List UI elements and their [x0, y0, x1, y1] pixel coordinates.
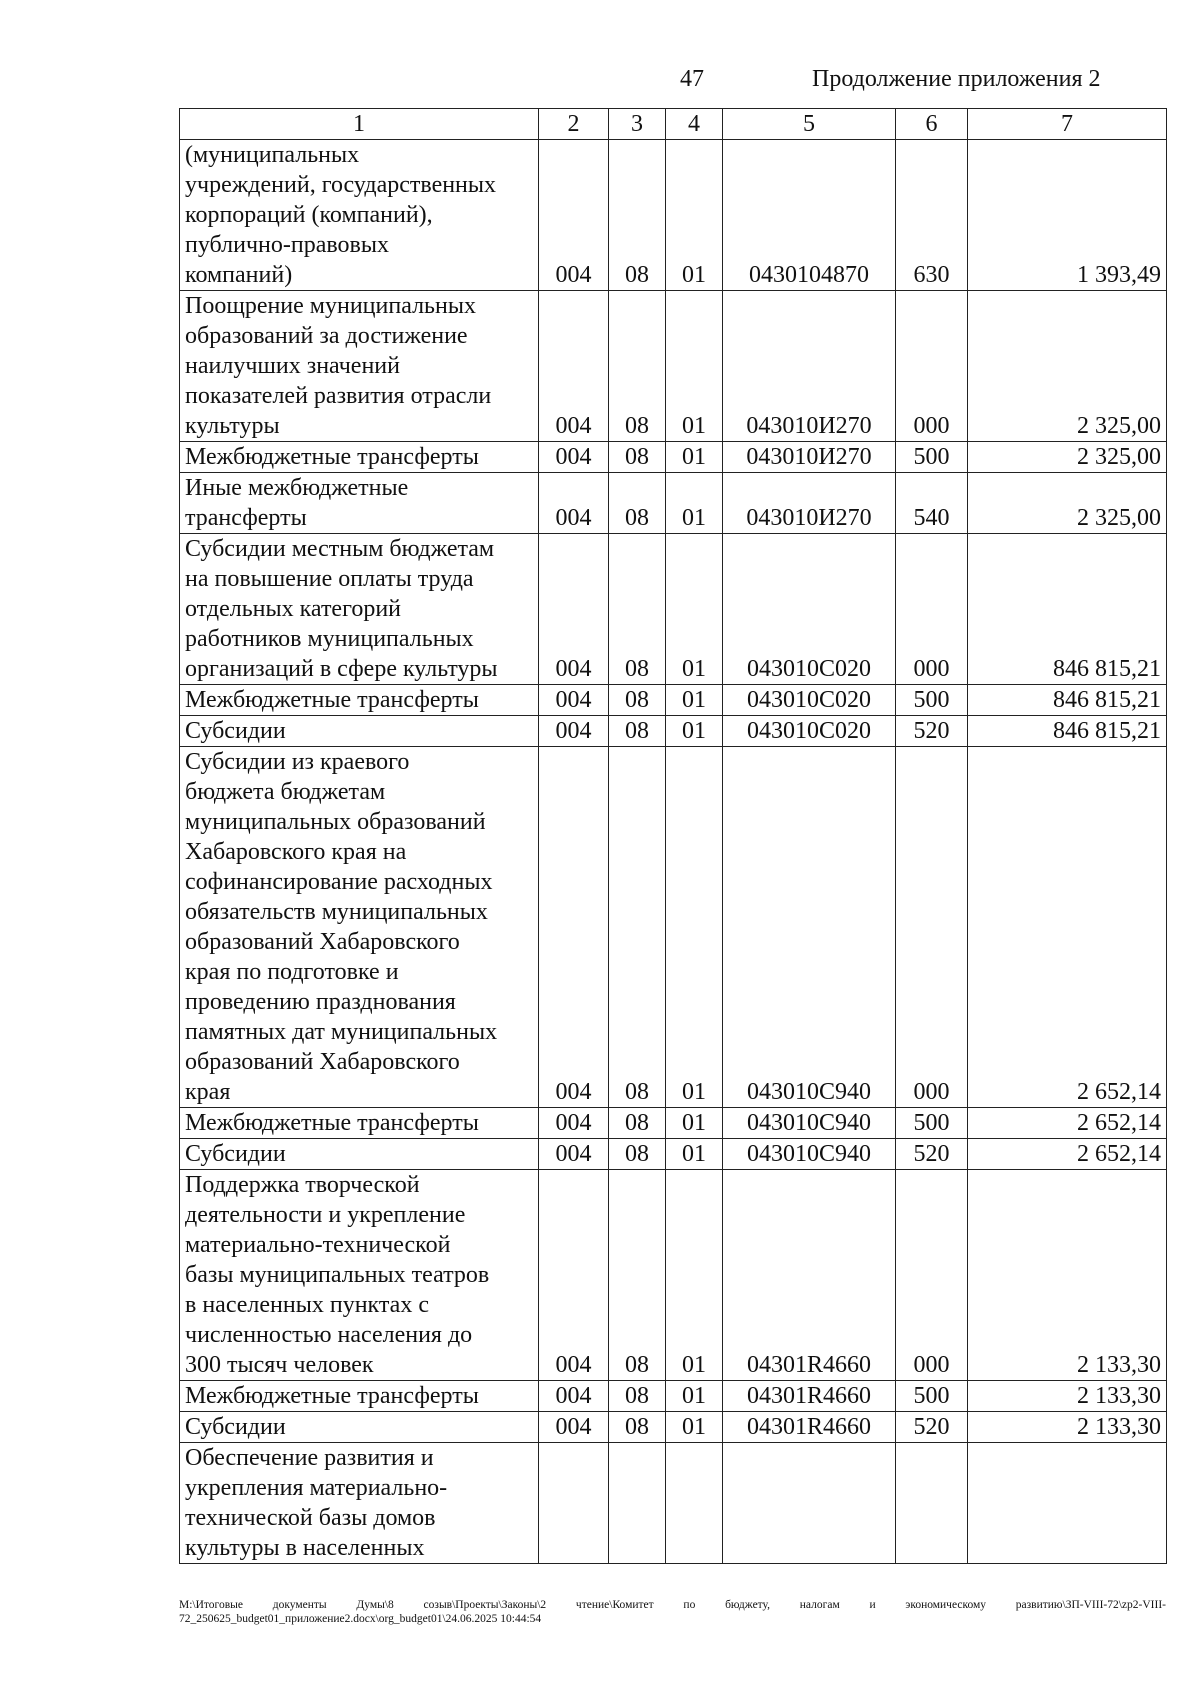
expense-name-cell	[180, 1381, 539, 1412]
table-row	[180, 1139, 1167, 1170]
target-article-cell: 043010И270	[723, 442, 896, 473]
expense-type-cell: 500	[896, 685, 968, 716]
target-article-cell: 043010С940	[723, 1139, 896, 1170]
expense-name-line: публично-правовых	[185, 232, 389, 258]
ministry-code-cell: 004	[539, 1412, 609, 1443]
expense-name-line: (муниципальных	[185, 142, 360, 168]
subsection-code-cell: 01	[666, 1108, 723, 1139]
amount-cell: 2 325,00	[968, 291, 1167, 442]
section-code-cell: 08	[609, 747, 666, 1108]
subsection-code-cell	[666, 1443, 723, 1564]
expense-name-cell	[180, 747, 539, 1108]
expense-name-line: Субсидии местным бюджетам	[185, 536, 495, 562]
ministry-code-cell: 004	[539, 1381, 609, 1412]
expense-type-cell: 000	[896, 291, 968, 442]
subsection-code-cell: 01	[666, 140, 723, 291]
expense-name-cell	[180, 442, 539, 473]
section-code-cell: 08	[609, 685, 666, 716]
expense-name-cell	[180, 291, 539, 442]
column-header: 4	[666, 109, 723, 140]
subsection-code-cell: 01	[666, 1170, 723, 1381]
amount-cell: 846 815,21	[968, 534, 1167, 685]
expense-name-line: трансферты	[185, 505, 307, 531]
table-row	[180, 473, 1167, 534]
expense-name-line: Межбюджетные трансферты	[185, 687, 479, 713]
expense-name-cell	[180, 685, 539, 716]
expense-name-line: компаний)	[185, 262, 293, 288]
subsection-code-cell: 01	[666, 747, 723, 1108]
expense-type-cell: 500	[896, 442, 968, 473]
expense-type-cell: 630	[896, 140, 968, 291]
ministry-code-cell: 004	[539, 473, 609, 534]
amount-cell: 2 133,30	[968, 1170, 1167, 1381]
ministry-code-cell: 004	[539, 1139, 609, 1170]
expense-name-line: памятных дат муниципальных	[185, 1019, 498, 1045]
target-article-cell: 043010С020	[723, 716, 896, 747]
target-article-cell: 043010С940	[723, 1108, 896, 1139]
expense-name-line: базы муниципальных театров	[185, 1262, 490, 1288]
expense-name-cell	[180, 1412, 539, 1443]
expense-name-line: Поддержка творческой	[185, 1172, 420, 1198]
expense-name-cell	[180, 1443, 539, 1564]
expense-name-line: края	[185, 1079, 231, 1105]
expense-name-line: образований за достижение	[185, 323, 468, 349]
subsection-code-cell: 01	[666, 685, 723, 716]
target-article-cell: 043010С940	[723, 747, 896, 1108]
target-article-cell: 043010И270	[723, 291, 896, 442]
expense-name-line: укрепления материально-	[185, 1475, 448, 1501]
expense-name-line: образований Хабаровского	[185, 929, 460, 955]
section-code-cell: 08	[609, 1381, 666, 1412]
subsection-code-cell: 01	[666, 534, 723, 685]
expense-name-line: корпораций (компаний),	[185, 202, 433, 228]
expense-name-line: Межбюджетные трансферты	[185, 1110, 479, 1136]
table-row	[180, 534, 1167, 685]
section-code-cell: 08	[609, 473, 666, 534]
expense-name-line: обязательств муниципальных	[185, 899, 488, 925]
expense-name-line: Межбюджетные трансферты	[185, 1383, 479, 1409]
amount-cell: 1 393,49	[968, 140, 1167, 291]
target-article-cell: 043010С020	[723, 534, 896, 685]
expense-name-line: Хабаровского края на	[185, 839, 407, 865]
ministry-code-cell: 004	[539, 716, 609, 747]
expense-name-line: 300 тысяч человек	[185, 1352, 374, 1378]
expense-name-line: Иные межбюджетные	[185, 475, 409, 501]
expense-name-line: технической базы домов	[185, 1505, 436, 1531]
expense-name-line: на повышение оплаты труда	[185, 566, 474, 592]
expense-type-cell	[896, 1443, 968, 1564]
expense-name-line: края по подготовке и	[185, 959, 399, 985]
ministry-code-cell: 004	[539, 1170, 609, 1381]
expense-name-line: организаций в сфере культуры	[185, 656, 498, 682]
expense-name-cell	[180, 534, 539, 685]
expense-name-cell	[180, 716, 539, 747]
table-row	[180, 716, 1167, 747]
subsection-code-cell: 01	[666, 1412, 723, 1443]
expense-name-line: Поощрение муниципальных	[185, 293, 476, 319]
amount-cell: 2 133,30	[968, 1381, 1167, 1412]
ministry-code-cell: 004	[539, 1108, 609, 1139]
expense-name-line: работников муниципальных	[185, 626, 474, 652]
ministry-code-cell: 004	[539, 442, 609, 473]
ministry-code-cell: 004	[539, 291, 609, 442]
expense-name-line: Субсидии	[185, 718, 286, 744]
subsection-code-cell: 01	[666, 716, 723, 747]
expense-name-cell	[180, 140, 539, 291]
amount-cell: 2 325,00	[968, 473, 1167, 534]
expense-name-line: отдельных категорий	[185, 596, 402, 622]
expense-type-cell: 000	[896, 747, 968, 1108]
table-row	[180, 140, 1167, 291]
section-code-cell: 08	[609, 291, 666, 442]
expense-type-cell: 520	[896, 716, 968, 747]
target-article-cell	[723, 1443, 896, 1564]
expense-name-line: проведению празднования	[185, 989, 456, 1015]
target-article-cell: 04301R4660	[723, 1381, 896, 1412]
table-header-row	[180, 109, 1167, 140]
expense-name-line: учреждений, государственных	[185, 172, 497, 198]
expense-name-line: Субсидии из краевого	[185, 749, 410, 775]
subsection-code-cell: 01	[666, 442, 723, 473]
table-row	[180, 1170, 1167, 1381]
expense-type-cell: 520	[896, 1412, 968, 1443]
section-code-cell: 08	[609, 1139, 666, 1170]
budget-table	[179, 108, 1167, 1564]
expense-type-cell: 000	[896, 534, 968, 685]
target-article-cell: 043010С020	[723, 685, 896, 716]
amount-cell	[968, 1443, 1167, 1564]
expense-name-line: наилучших значений	[185, 353, 400, 379]
subsection-code-cell: 01	[666, 1381, 723, 1412]
target-article-cell: 0430104870	[723, 140, 896, 291]
section-code-cell: 08	[609, 716, 666, 747]
expense-name-line: в населенных пунктах с	[185, 1292, 429, 1318]
expense-name-line: софинансирование расходных	[185, 869, 493, 895]
amount-cell: 846 815,21	[968, 685, 1167, 716]
column-header: 6	[896, 109, 968, 140]
expense-name-line: образований Хабаровского	[185, 1049, 460, 1075]
expense-name-cell	[180, 1139, 539, 1170]
table-row	[180, 1381, 1167, 1412]
table-row	[180, 291, 1167, 442]
section-code-cell: 08	[609, 1412, 666, 1443]
amount-cell: 2 325,00	[968, 442, 1167, 473]
expense-type-cell: 500	[896, 1108, 968, 1139]
expense-name-line: муниципальных образований	[185, 809, 486, 835]
amount-cell: 2 652,14	[968, 1108, 1167, 1139]
subsection-code-cell: 01	[666, 1139, 723, 1170]
section-code-cell: 08	[609, 442, 666, 473]
amount-cell: 2 652,14	[968, 747, 1167, 1108]
continuation-caption: Продолжение приложения 2	[812, 66, 1101, 92]
table-row	[180, 442, 1167, 473]
page-number: 47	[680, 66, 704, 92]
ministry-code-cell	[539, 1443, 609, 1564]
ministry-code-cell: 004	[539, 140, 609, 291]
column-header: 5	[723, 109, 896, 140]
ministry-code-cell: 004	[539, 534, 609, 685]
expense-name-line: материально-технической	[185, 1232, 451, 1258]
target-article-cell: 043010И270	[723, 473, 896, 534]
column-header: 7	[968, 109, 1167, 140]
expense-name-line: деятельности и укрепление	[185, 1202, 466, 1228]
table-body	[180, 140, 1167, 1564]
expense-name-line: Субсидии	[185, 1141, 286, 1167]
expense-type-cell: 000	[896, 1170, 968, 1381]
table-row	[180, 1443, 1167, 1564]
expense-name-line: Субсидии	[185, 1414, 286, 1440]
amount-cell: 2 133,30	[968, 1412, 1167, 1443]
subsection-code-cell: 01	[666, 473, 723, 534]
expense-name-cell	[180, 1170, 539, 1381]
column-header: 3	[609, 109, 666, 140]
column-header: 2	[539, 109, 609, 140]
table-row	[180, 747, 1167, 1108]
section-code-cell: 08	[609, 534, 666, 685]
ministry-code-cell: 004	[539, 747, 609, 1108]
target-article-cell: 04301R4660	[723, 1170, 896, 1381]
amount-cell: 2 652,14	[968, 1139, 1167, 1170]
section-code-cell: 08	[609, 1170, 666, 1381]
expense-name-line: численностью населения до	[185, 1322, 473, 1348]
section-code-cell: 08	[609, 1108, 666, 1139]
section-code-cell: 08	[609, 140, 666, 291]
table-row	[180, 685, 1167, 716]
subsection-code-cell: 01	[666, 291, 723, 442]
expense-name-line: Обеспечение развития и	[185, 1445, 434, 1471]
expense-name-line: Межбюджетные трансферты	[185, 444, 479, 470]
expense-name-line: бюджета бюджетам	[185, 779, 386, 805]
expense-name-cell	[180, 1108, 539, 1139]
expense-name-line: культуры	[185, 413, 280, 439]
section-code-cell	[609, 1443, 666, 1564]
expense-name-line: показателей развития отрасли	[185, 383, 492, 409]
expense-type-cell: 500	[896, 1381, 968, 1412]
column-header: 1	[180, 109, 539, 140]
expense-type-cell: 520	[896, 1139, 968, 1170]
expense-type-cell: 540	[896, 473, 968, 534]
expense-name-cell	[180, 473, 539, 534]
table-row	[180, 1412, 1167, 1443]
target-article-cell: 04301R4660	[723, 1412, 896, 1443]
amount-cell: 846 815,21	[968, 716, 1167, 747]
ministry-code-cell: 004	[539, 685, 609, 716]
document-path-footer: M:\Итоговые документы Думы\8 созыв\Проекты\Законы\2 чтение\Комитет по бюджету, налогам и экономическому развитию\ЗП-VIII-72\zp2-VIII-72_250625_budget01_приложение2.docx\org_budget01\24.06.2025 10:44:54	[179, 1599, 1166, 1625]
expense-name-line: культуры в населенных	[185, 1535, 425, 1561]
table-row	[180, 1108, 1167, 1139]
